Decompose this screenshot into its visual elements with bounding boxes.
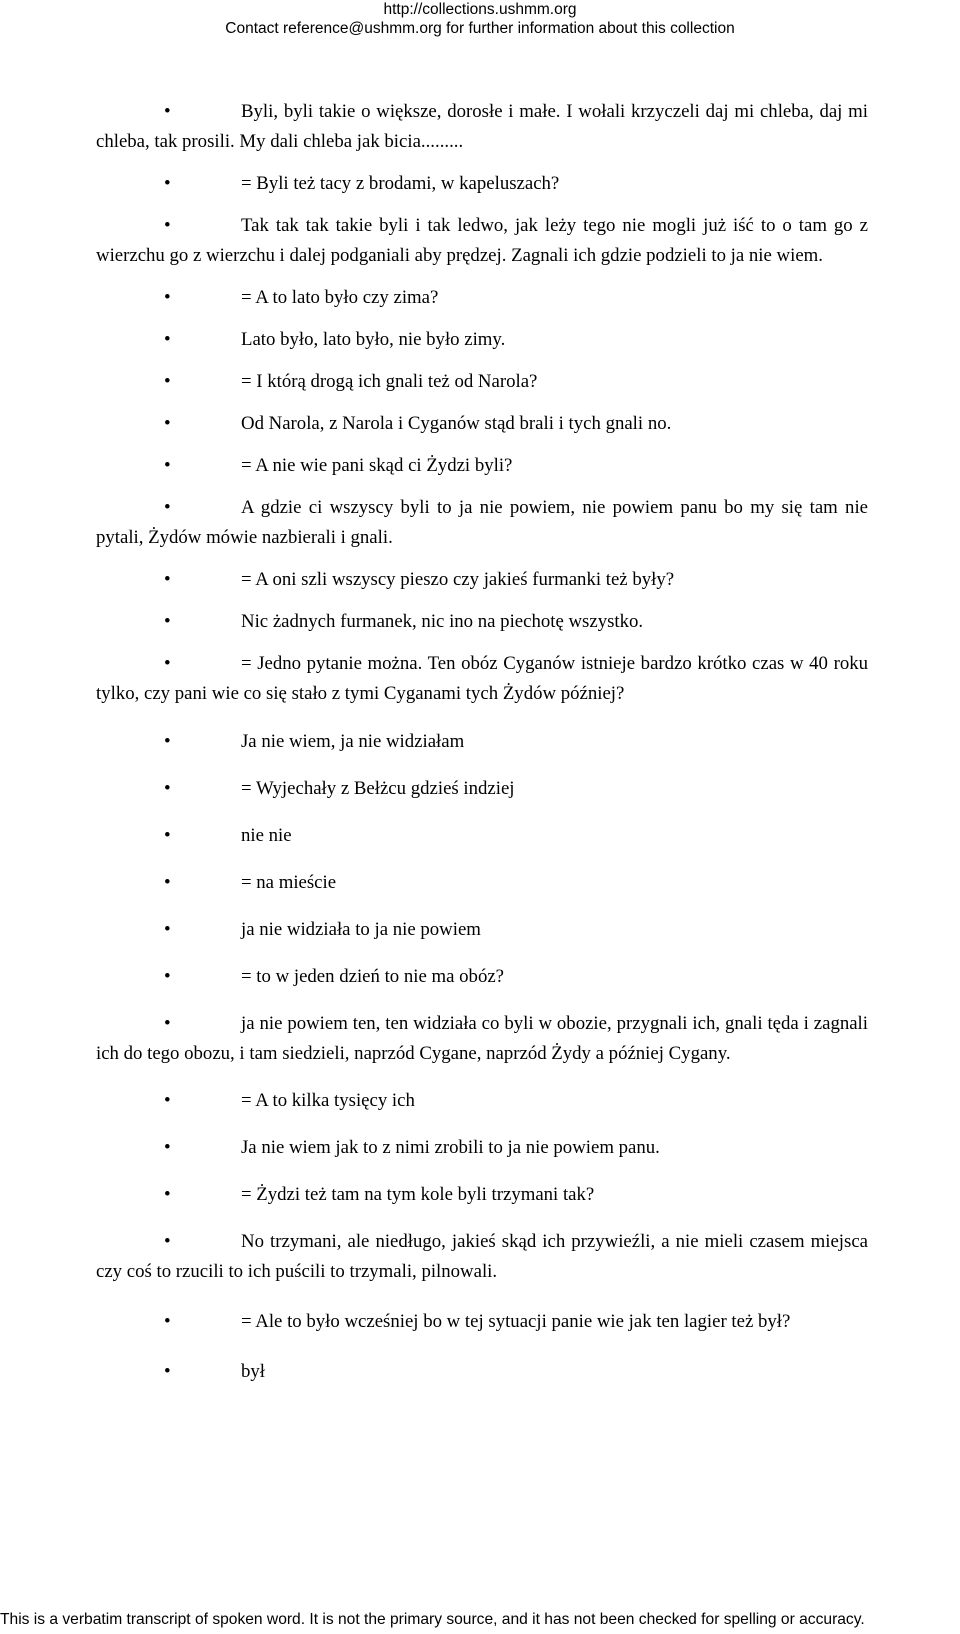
bullet-icon: •: [164, 329, 171, 350]
bullet-icon: •: [164, 778, 171, 799]
page-header: [0, 0, 960, 38]
paragraph-text: był: [241, 1361, 265, 1382]
paragraph-text: nie nie: [241, 825, 292, 846]
bullet-icon: •: [164, 215, 171, 236]
transcript-paragraph: [96, 821, 868, 851]
paragraph-text: = na mieście: [241, 872, 337, 893]
bullet-icon: •: [164, 731, 171, 752]
transcript-paragraph: [96, 409, 868, 439]
bullet-icon: •: [164, 825, 171, 846]
paragraph-text: Nic żadnych furmanek, nic ino na piechotę wszystko.: [241, 611, 644, 632]
paragraph-text: Tak tak tak takie byli i tak ledwo, jak leży tego nie mogli już iść to o tam go z wierzchu go z wierzchu i dalej podganiali aby prędzej. Zagnali ich gdzie podzieli to ja nie wiem.: [96, 215, 868, 266]
bullet-icon: •: [164, 1311, 171, 1332]
bullet-icon: •: [164, 653, 171, 674]
paragraph-text: = Ale to było wcześniej bo w tej sytuacji panie wie jak ten lagier też był?: [241, 1311, 791, 1332]
bullet-icon: •: [164, 966, 171, 987]
paragraph-text: ja nie widziała to ja nie powiem: [241, 919, 481, 940]
transcript-paragraph: [96, 283, 868, 313]
bullet-icon: •: [164, 173, 171, 194]
paragraph-text: = A to kilka tysięcy ich: [241, 1090, 415, 1111]
page-footer: This is a verbatim transcript of spoken word. It is not the primary source, and it has not been checked for spelling or accuracy.: [0, 1611, 865, 1628]
transcript-paragraph: [96, 211, 868, 271]
transcript-paragraph: [96, 1357, 868, 1387]
bullet-icon: •: [164, 1090, 171, 1111]
transcript-paragraph: [96, 565, 868, 595]
paragraph-text: No trzymani, ale niedługo, jakieś skąd ich przywieźli, a nie mieli czasem miejsca czy coś to rzucili to ich puścili to trzymali, pilnowali.: [96, 1231, 868, 1282]
paragraph-text: Ja nie wiem jak to z nimi zrobili to ja nie powiem panu.: [241, 1137, 660, 1158]
bullet-icon: •: [164, 287, 171, 308]
transcript-paragraph: [96, 1086, 868, 1116]
paragraph-text: = A to lato było czy zima?: [241, 287, 439, 308]
paragraph-text: Od Narola, z Narola i Cyganów stąd brali i tych gnali no.: [241, 413, 672, 434]
transcript-paragraph: [96, 727, 868, 757]
transcript-paragraph: [96, 1227, 868, 1287]
header-url: http://collections.ushmm.org: [383, 1, 577, 18]
paragraph-text: ja nie powiem ten, ten widziała co byli w obozie, przygnali ich, gnali tęda i zagnali ich do tego obozu, i tam siedzieli, naprzód Cygane, naprzód Żydy a później Cygany.: [96, 1013, 868, 1064]
transcript-paragraph: [96, 493, 868, 553]
bullet-icon: •: [164, 371, 171, 392]
transcript-paragraph: [96, 1009, 868, 1069]
paragraph-text: = Wyjechały z Bełżcu gdzieś indziej: [241, 778, 515, 799]
paragraph-text: Ja nie wiem, ja nie widziałam: [241, 731, 465, 752]
transcript-paragraph: [96, 1133, 868, 1163]
transcript-paragraph: [96, 868, 868, 898]
paragraph-text: Lato było, lato było, nie było zimy.: [241, 329, 506, 350]
paragraph-text: = I którą drogą ich gnali też od Narola?: [241, 371, 538, 392]
paragraph-text: = Byli też tacy z brodami, w kapeluszach?: [241, 173, 560, 194]
bullet-icon: •: [164, 1184, 171, 1205]
bullet-icon: •: [164, 455, 171, 476]
transcript-paragraph: [96, 774, 868, 804]
header-contact: Contact reference@ushmm.org for further information about this collection: [225, 20, 735, 37]
transcript-paragraph: [96, 169, 868, 199]
paragraph-text: Byli, byli takie o większe, dorosłe i małe. I wołali krzyczeli daj mi chleba, daj mi chleba, tak prosili. My dali chleba jak bicia.........: [96, 101, 868, 152]
transcript-paragraph: [96, 451, 868, 481]
transcript-paragraph: [96, 607, 868, 637]
bullet-icon: •: [164, 1361, 171, 1382]
transcript-paragraph: [96, 649, 868, 709]
transcript-paragraph: [96, 367, 868, 397]
bullet-icon: •: [164, 569, 171, 590]
paragraph-text: = to w jeden dzień to nie ma obóz?: [241, 966, 505, 987]
transcript-body: [96, 97, 868, 1387]
transcript-paragraph: [96, 97, 868, 157]
bullet-icon: •: [164, 497, 171, 518]
transcript-paragraph: [96, 915, 868, 945]
paragraph-text: = Jedno pytanie można. Ten obóz Cyganów istnieje bardzo krótko czas w 40 roku tylko, czy pani wie co się stało z tymi Cyganami tych Żydów później?: [96, 653, 868, 704]
bullet-icon: •: [164, 1137, 171, 1158]
transcript-paragraph: [96, 1180, 868, 1210]
paragraph-text: = Żydzi też tam na tym kole byli trzymani tak?: [241, 1184, 595, 1205]
bullet-icon: •: [164, 611, 171, 632]
bullet-icon: •: [164, 1013, 171, 1034]
bullet-icon: •: [164, 872, 171, 893]
transcript-paragraph: [96, 1304, 868, 1340]
bullet-icon: •: [164, 1231, 171, 1252]
transcript-paragraph: [96, 325, 868, 355]
paragraph-text: = A oni szli wszyscy pieszo czy jakieś furmanki też były?: [241, 569, 675, 590]
paragraph-text: = A nie wie pani skąd ci Żydzi byli?: [241, 455, 513, 476]
bullet-icon: •: [164, 101, 171, 122]
bullet-icon: •: [164, 919, 171, 940]
bullet-icon: •: [164, 413, 171, 434]
transcript-paragraph: [96, 962, 868, 992]
paragraph-text: A gdzie ci wszyscy byli to ja nie powiem, nie powiem panu bo my się tam nie pytali, Żydów mówie nazbierali i gnali.: [96, 497, 868, 548]
